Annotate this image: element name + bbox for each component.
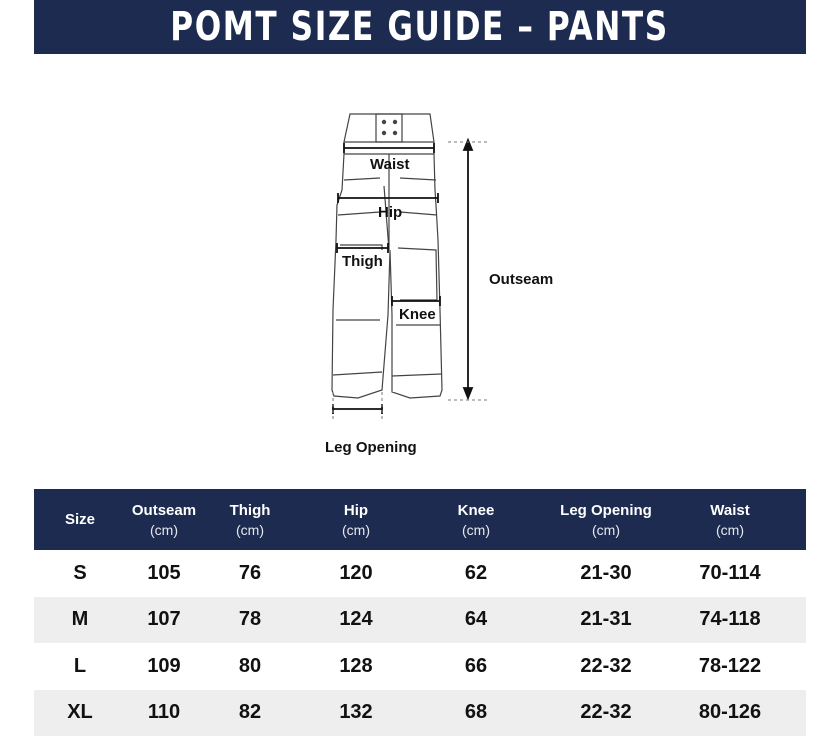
cell-hip: 132 (339, 701, 373, 724)
cell-thigh: 78 (238, 608, 262, 631)
cell-knee: 66 (464, 654, 488, 677)
cell-knee: 62 (464, 561, 488, 584)
cell-knee: 64 (464, 608, 488, 631)
header-thigh: Thigh (cm) (229, 501, 271, 538)
cell-outseam: 105 (147, 561, 181, 584)
title-banner (34, 0, 806, 54)
table-row (34, 643, 806, 690)
cell-leg-opening: 22-32 (580, 654, 632, 677)
pants-diagram (300, 100, 580, 470)
knee-label: Knee (399, 306, 436, 323)
leg-opening-label: Leg Opening (325, 439, 417, 456)
table-row (34, 597, 806, 644)
table-header (34, 489, 806, 550)
cell-outseam: 109 (147, 654, 181, 677)
cell-size: S (73, 561, 87, 584)
header-hip: Hip (cm) (342, 501, 370, 538)
cell-outseam: 107 (147, 608, 181, 631)
cell-thigh: 76 (238, 561, 262, 584)
cell-hip: 120 (339, 561, 373, 584)
page-title: POMT SIZE GUIDE – PANTS (170, 4, 670, 50)
table-row (34, 550, 806, 597)
thigh-label: Thigh (342, 253, 383, 270)
cell-leg-opening: 21-31 (580, 608, 632, 631)
outseam-label: Outseam (489, 271, 554, 288)
cell-waist: 70-114 (699, 561, 761, 584)
size-table (34, 489, 806, 736)
cell-outseam: 110 (147, 701, 181, 724)
cell-waist: 74-118 (699, 608, 761, 631)
header-leg-opening: Leg Opening (cm) (560, 501, 652, 538)
cell-knee: 68 (464, 701, 488, 724)
header-waist: Waist (cm) (710, 501, 750, 538)
table-row (34, 690, 806, 737)
cell-size: XL (67, 701, 93, 724)
cell-size: M (71, 608, 89, 631)
hip-label: Hip (378, 204, 403, 221)
header-size: Size (64, 510, 95, 528)
waist-label: Waist (370, 156, 410, 173)
cell-hip: 124 (339, 608, 373, 631)
cell-thigh: 80 (238, 654, 262, 677)
cell-waist: 80-126 (698, 701, 762, 724)
cell-thigh: 82 (238, 701, 262, 724)
cell-leg-opening: 21-30 (580, 561, 632, 584)
cell-waist: 78-122 (698, 654, 762, 677)
cell-size: L (73, 654, 87, 677)
header-knee: Knee (cm) (457, 501, 495, 538)
cell-leg-opening: 22-32 (580, 701, 632, 724)
header-outseam: Outseam (cm) (131, 501, 197, 538)
cell-hip: 128 (339, 654, 373, 677)
